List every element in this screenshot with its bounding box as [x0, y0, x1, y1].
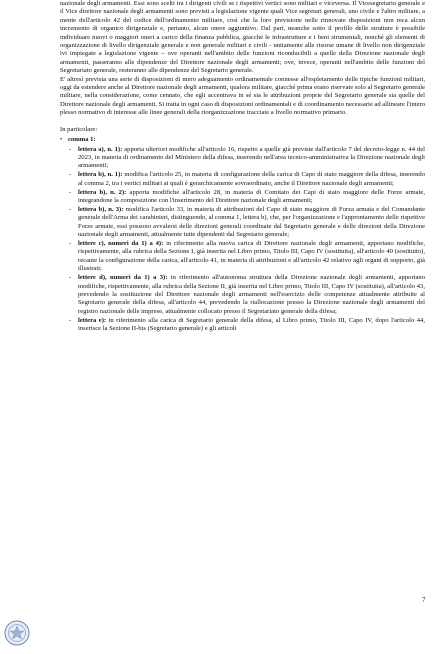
dash-icon: - — [69, 274, 72, 282]
list-item: - lettera b), n. 2): apporta modifiche all'articolo 28, in materia di Comitato dei Capi di stato maggiore delle Forze armate, integrandone la composizione con l'inserimento del Direttore nazionale degli armamenti; — [69, 188, 425, 204]
list-item: - lettera b), n. 3): modifica l'articolo 33, in materia di attribuzioni del Capo di stato maggiore di Forza armata e del Comandante generale dell'Arma dei carabinieri, distinguendo, al comma 1, lettera b), che, per l'organizzazione e l'approntamento delle rispettive Forze armate, essi possono avvalersi delle direzioni generali coordinate dal Segretario generale e delle direzioni della Direzione nazionale degli armamenti, attualmente tutte dipendenti dal Segretario generale; — [69, 205, 425, 239]
dash-icon: - — [69, 239, 72, 247]
dash-icon: - — [69, 171, 72, 179]
items-list — [60, 146, 425, 334]
bullet-icon: • — [60, 136, 63, 144]
section-heading: In particolare: — [60, 125, 98, 133]
bullet-comma-1 — [60, 136, 425, 144]
list-item: - lettere d), numeri da 1) a 3): in riferimento all'autonoma struttura della Direzione nazionale degli armamenti, apportano modifiche, rispettivamente, alla rubrica della Sezione II, già inserita nel Libro primo, Titolo III, Capo IV (sostituita), all'articolo 43, prevedendo la sostituzione del Direttore nazionale degli armamenti nell'esercizio delle competenze attualmente attribuite al Segretario generale della difesa, all'articolo 44, prevedendo la riallocazione presso la Direzione nazionale degli armamenti del registro nazionale delle imprese, attualmente collocato presso il Segretariato generale della difesa; — [69, 274, 425, 315]
dash-icon: - — [69, 145, 72, 153]
list-item: - lettere c), numeri da 1) a 4): in riferimento alla nuova carica di Direttore nazionale degli armamenti, apportano modifiche, rispettivamente, alla rubrica della Sezione I, già inserita nel Libro primo, Titolo III, Capo IV (sostituita), all'articolo 40 (sostituito), recante la configurazione della carica, all'articolo 41, in materia di attribuzioni e all'articolo 42 relativo agli organi di supporto, già illustrati; — [69, 239, 425, 273]
page-number: 7 — [422, 596, 426, 604]
seal-icon — [4, 620, 30, 646]
document-page — [60, 0, 425, 334]
list-item: - lettera b), n. 1): modifica l'articolo 25, in materia di configurazione della carica di Capo di stato maggiore della difesa, inserendo al comma 2, tra i vertici militari ai quali è gerarchicamente sovraordinato, anche il Direttore nazionale degli armamenti; — [69, 171, 425, 187]
list-item: - lettera a), n. 1): apporta ulteriori modifiche all'articolo 16, rispetto a quelle già previste dall'articolo 7 del decreto-legge n. 44 del 2023, in materia di ordinamento del Ministero della difesa, inserendo nell'area tecnico-amministrativa la Direzione nazionale degli armamenti; — [69, 145, 425, 170]
bullet-label: comma 1: — [68, 136, 96, 144]
dash-icon: - — [69, 205, 72, 213]
dash-icon: - — [69, 316, 72, 324]
intro-paragraph-2: E' altresì prevista una serie di disposizioni di mero adeguamento ordinamentale connesse all'espletamento delle tipiche funzioni militari, oggi da estendere anche al Direttore nazionale degli armamenti, qualora militare, giacché prima erano riservate solo al Segretario generale militare, nella considerazione, come cennato, che egli accentrava in sé sia le attribuzioni proprie del Segretario generale sia quelle del Direttore nazionale degli armamenti. Si tratta in ogni caso di disposizioni ordinamentali e di coordinamento necessarie ad allineare l'intero plesso normativo di interesse alle linee generali della riorganizzazione tracciate a livello normativo primario. — [60, 75, 426, 117]
intro-paragraph-1: nazionale degli armamenti. Essi sono scelti tra i dirigenti civili se i rispettivi vertici sono militari e viceversa. Il Vicesegretario generale e il Vice direttore nazionale degli armamenti sono previsti a legislazione vigente quali Vice segretari generali, uno civile e l'altro militare, a mente dell'articolo 42 del codice dell'ordinamento militare, così che la loro previsione nelle rinnovate disposizioni non reca alcun incremento di organico dirigenziale e, pertanto, alcun onere aggiuntivo. Dal pari, neanche sotto il profilo delle strutture è possibile individuare nuovi o maggiori oneri a carico della finanza pubblica, giacché le infrastrutture e i beni strumentali, nonché gli elementi di organizzazione di livello dirigenziale generale e non generale militari e civili - unitamente alle risorse umane di livello non dirigenziale ivi impiegate a legislazione vigente – ove operanti nell'ambito delle funzioni riconducibili a quelle della Direzione nazionale degli armamenti, passeranno alle dipendenze del Direttore nazionale degli armamenti; ove, invece, operanti nell'ambito delle funzioni del Segretariato generale, resteranno alle dipendenze del Segretario generale. — [60, 0, 425, 75]
list-item: - lettera e): in riferimento alla carica di Segretario generale della difesa, al Libro primo, Titolo III, Capo IV, dopo l'articolo 44, inserisce la Sezione II-bis (Segretario generale) e gli articoli — [69, 316, 425, 333]
dash-icon: - — [69, 188, 72, 196]
